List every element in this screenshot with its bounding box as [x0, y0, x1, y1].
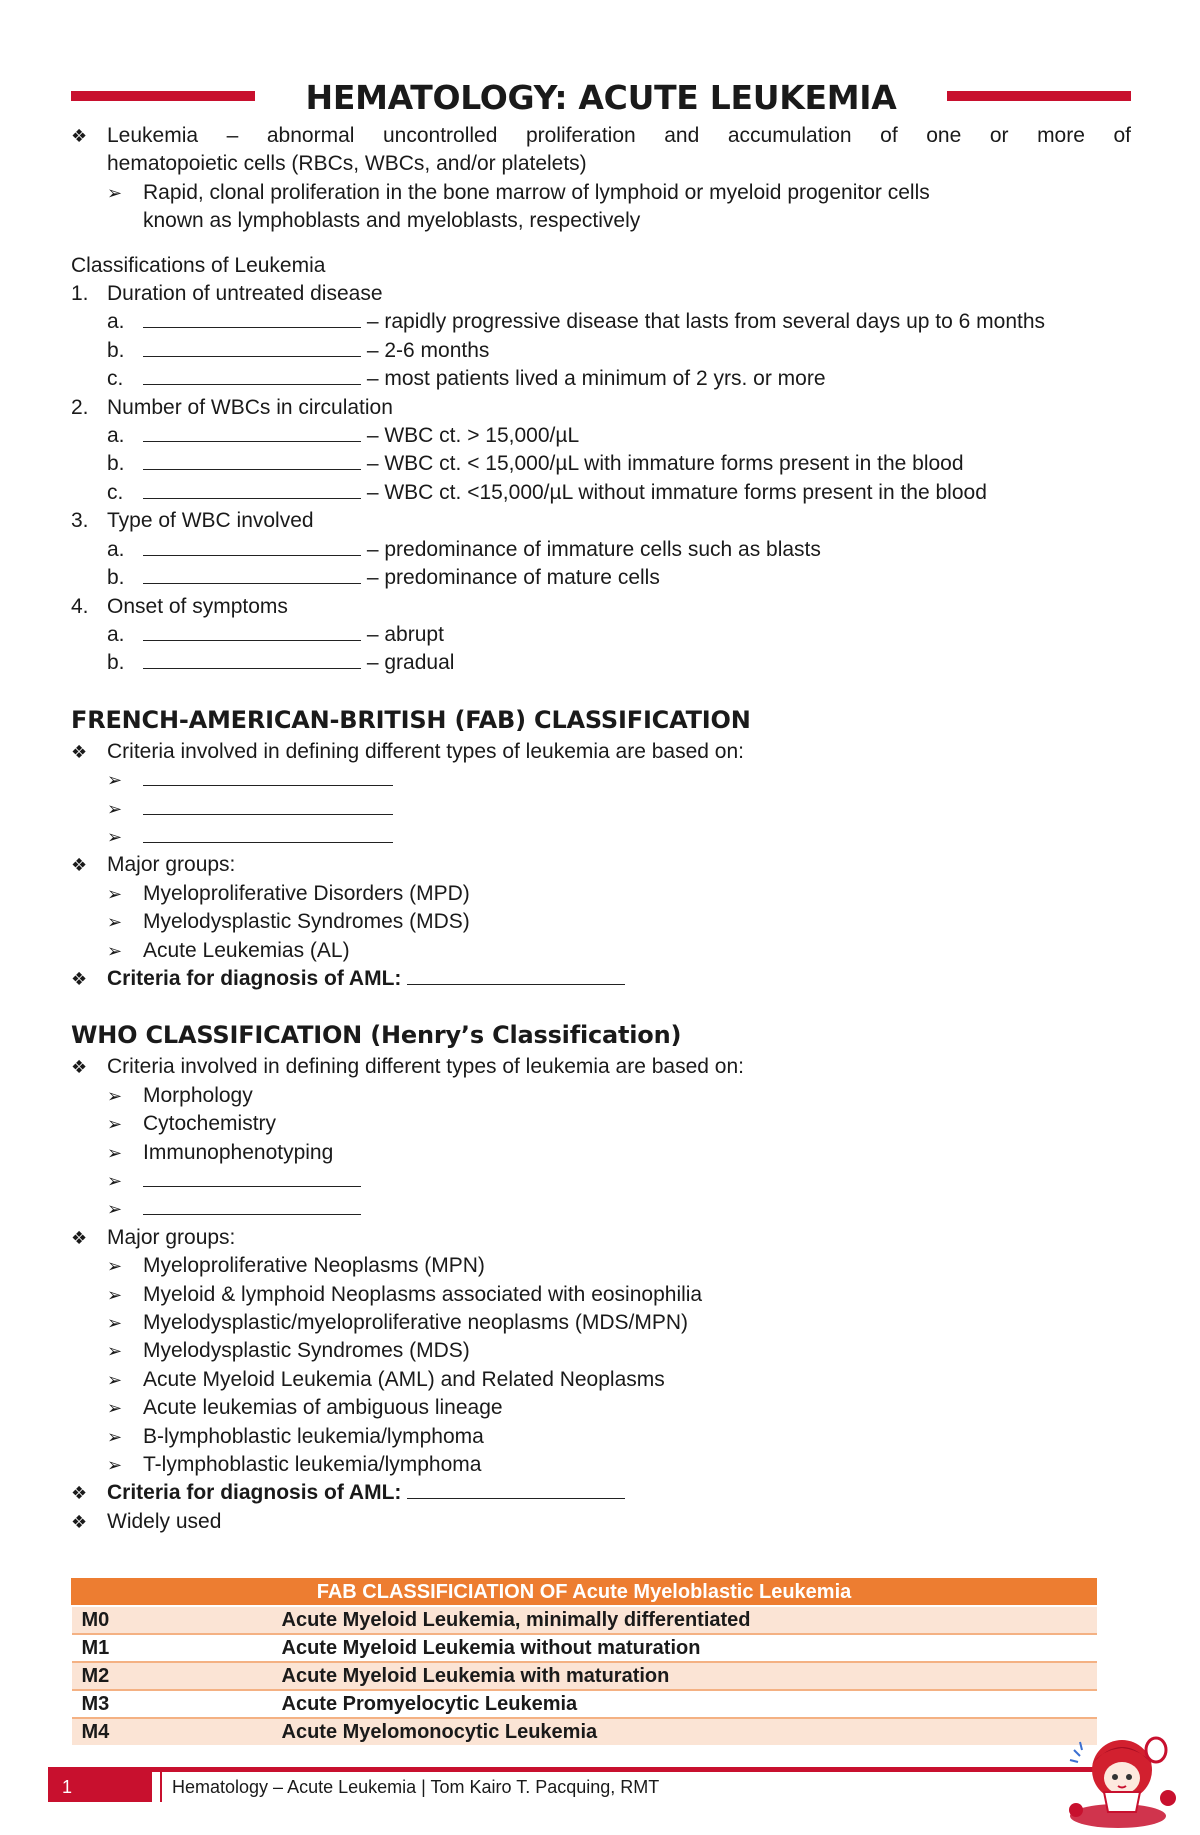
- arrow-bullet-icon: ➢: [107, 1284, 123, 1305]
- who-group: ➢ Myeloid & lymphoid Neoplasms associated with eosinophilia: [71, 1281, 1131, 1309]
- page-number: 1: [48, 1772, 152, 1802]
- who-aml: ❖ Criteria for diagnosis of AML:: [71, 1479, 1131, 1507]
- class-item: b. – 2-6 months: [107, 338, 490, 362]
- class-item: a. – predominance of immature cells such as blasts: [107, 537, 821, 561]
- fab-heading: FRENCH-AMERICAN-BRITISH (FAB) CLASSIFICATION: [71, 705, 751, 734]
- arrow-bullet-icon: ➢: [107, 1455, 123, 1476]
- content: [71, 122, 1131, 1536]
- footer-text: Hematology – Acute Leukemia | Tom Kairo T. Pacquing, RMT: [160, 1772, 659, 1802]
- intro-sub-cont: known as lymphoblasts and myeloblasts, respectively: [143, 209, 641, 233]
- table-row: [72, 1662, 1097, 1690]
- table-cell-desc: Acute Myelomonocytic Leukemia: [272, 1718, 1097, 1745]
- diamond-bullet-icon: ❖: [71, 1057, 88, 1078]
- fill-in-blank[interactable]: [143, 423, 361, 442]
- who-heading: WHO CLASSIFICATION (Henry’s Classification): [71, 1021, 682, 1050]
- class-item: b. – WBC ct. < 15,000/µL with immature forms present in the blood: [107, 452, 964, 476]
- fill-in-blank[interactable]: [143, 650, 361, 669]
- table-cell-desc: Acute Myeloid Leukemia with maturation: [272, 1662, 1097, 1690]
- arrow-bullet-icon: ➢: [107, 1199, 123, 1220]
- diamond-bullet-icon: ❖: [71, 126, 88, 146]
- fill-in-blank[interactable]: [143, 366, 361, 385]
- who-basis-blank: [71, 1195, 1131, 1223]
- title-row: [71, 78, 1131, 122]
- fab-criteria-blank: [71, 766, 1131, 794]
- page-footer: [48, 1767, 1098, 1807]
- arrow-bullet-icon: ➢: [107, 182, 123, 203]
- diamond-bullet-icon: ❖: [71, 968, 88, 989]
- fill-in-blank[interactable]: [143, 480, 361, 499]
- fill-in-blank[interactable]: [143, 565, 361, 584]
- fill-in-blank[interactable]: [143, 622, 361, 641]
- class-group-2: 2. Number of WBCs in circulation: [71, 395, 393, 419]
- class-item: b. – predominance of mature cells: [107, 566, 660, 590]
- class-item: a. – WBC ct. > 15,000/µL: [107, 424, 580, 448]
- table-cell-code: M3: [72, 1690, 272, 1718]
- table-header-row: [72, 1579, 1097, 1607]
- fab-criteria: ❖ Criteria involved in defining different types of leukemia are based on:: [71, 738, 1131, 766]
- class-group-3: 3. Type of WBC involved: [71, 509, 314, 533]
- table-cell-code: M1: [72, 1634, 272, 1662]
- diamond-bullet-icon: ❖: [71, 741, 88, 762]
- fab-major: ❖ Major groups:: [71, 851, 1131, 879]
- diamond-bullet-icon: ❖: [71, 1511, 88, 1532]
- arrow-bullet-icon: ➢: [107, 770, 123, 791]
- arrow-bullet-icon: ➢: [107, 912, 123, 933]
- table-cell-code: M4: [72, 1718, 272, 1745]
- arrow-bullet-icon: ➢: [107, 1171, 123, 1191]
- intro-definition: ❖ Leukemia – abnormal uncontrolled proliferation and accumulation of one or more of: [71, 122, 1131, 150]
- who-group: ➢ T-lymphoblastic leukemia/lymphoma: [71, 1451, 1131, 1479]
- arrow-bullet-icon: ➢: [107, 1256, 123, 1277]
- table-cell-desc: Acute Myeloid Leukemia without maturation: [272, 1634, 1097, 1662]
- who-group: ➢ Acute leukemias of ambiguous lineage: [71, 1394, 1131, 1422]
- class-item: a. – rapidly progressive disease that lasts from several days up to 6 months: [107, 310, 1046, 334]
- arrow-bullet-icon: ➢: [107, 1114, 123, 1135]
- who-basis: ➢ Morphology: [71, 1082, 1131, 1110]
- title-rule-right: [947, 91, 1131, 101]
- who-group: ➢ Myeloproliferative Neoplasms (MPN): [71, 1252, 1131, 1280]
- fill-in-blank[interactable]: [143, 824, 393, 843]
- arrow-bullet-icon: ➢: [107, 826, 123, 847]
- fill-in-blank[interactable]: [407, 1480, 625, 1499]
- fill-in-blank[interactable]: [143, 1168, 361, 1187]
- fill-in-blank[interactable]: [143, 1196, 361, 1215]
- who-group: ➢ B-lymphoblastic leukemia/lymphoma: [71, 1423, 1131, 1451]
- arrow-bullet-icon: ➢: [107, 1398, 123, 1419]
- who-group: ➢ Myelodysplastic Syndromes (MDS): [71, 1337, 1131, 1365]
- table-cell-code: M0: [72, 1606, 272, 1634]
- who-criteria: ❖ Criteria involved in defining different types of leukemia are based on:: [71, 1053, 1131, 1081]
- intro-sub: ➢ Rapid, clonal proliferation in the bone marrow of lymphoid or myeloid progenitor cells: [71, 179, 1131, 207]
- table-cell-desc: Acute Myeloid Leukemia, minimally differentiated: [272, 1606, 1097, 1634]
- title-rule-left: [71, 91, 255, 101]
- fill-in-blank[interactable]: [143, 451, 361, 470]
- fab-criteria-blank: [71, 795, 1131, 823]
- diamond-bullet-icon: ❖: [71, 1227, 88, 1248]
- who-basis: ➢ Immunophenotyping: [71, 1139, 1131, 1167]
- fill-in-blank[interactable]: [407, 966, 625, 985]
- who-widely: ❖ Widely used: [71, 1508, 1131, 1536]
- fill-in-blank[interactable]: [143, 796, 393, 815]
- arrow-bullet-icon: ➢: [107, 1085, 123, 1106]
- table-row: [72, 1634, 1097, 1662]
- fab-group: ➢ Myeloproliferative Disorders (MPD): [71, 880, 1131, 908]
- table-header: FAB CLASSIFICIATION OF Acute Myeloblastic Leukemia: [72, 1579, 1097, 1607]
- who-basis-blank: [71, 1167, 1131, 1195]
- arrow-bullet-icon: ➢: [107, 1426, 123, 1447]
- arrow-bullet-icon: ➢: [107, 1369, 123, 1390]
- arrow-bullet-icon: ➢: [107, 940, 123, 961]
- fill-in-blank[interactable]: [143, 338, 361, 357]
- arrow-bullet-icon: ➢: [107, 798, 123, 819]
- fab-aml-table: [71, 1578, 1097, 1745]
- arrow-bullet-icon: ➢: [107, 1341, 123, 1362]
- who-major: ❖ Major groups:: [71, 1224, 1131, 1252]
- class-group-1: 1. Duration of untreated disease: [71, 282, 383, 306]
- class-item: c. – WBC ct. <15,000/µL without immature forms present in the blood: [107, 480, 987, 504]
- fill-in-blank[interactable]: [143, 309, 361, 328]
- class-group-4: 4. Onset of symptoms: [71, 594, 288, 618]
- fab-criteria-blank: [71, 823, 1131, 851]
- fill-in-blank[interactable]: [143, 537, 361, 556]
- mascot-illustration-icon: [1056, 1720, 1184, 1832]
- classifications-heading: Classifications of Leukemia: [71, 253, 326, 277]
- diamond-bullet-icon: ❖: [71, 1483, 88, 1504]
- class-item: a. – abrupt: [107, 622, 444, 646]
- table-row: [72, 1606, 1097, 1634]
- fab-aml: ❖ Criteria for diagnosis of AML:: [71, 965, 1131, 993]
- class-item: b. – gradual: [107, 651, 455, 675]
- who-group: ➢ Myelodysplastic/myeloproliferative neoplasms (MDS/MPN): [71, 1309, 1131, 1337]
- who-group: ➢ Acute Myeloid Leukemia (AML) and Related Neoplasms: [71, 1366, 1131, 1394]
- table-cell-desc: Acute Promyelocytic Leukemia: [272, 1690, 1097, 1718]
- arrow-bullet-icon: ➢: [107, 1142, 123, 1163]
- table-cell-code: M2: [72, 1662, 272, 1690]
- table-row: [72, 1718, 1097, 1745]
- page-title: HEMATOLOGY: ACUTE LEUKEMIA: [305, 78, 897, 117]
- class-item: c. – most patients lived a minimum of 2 yrs. or more: [107, 367, 826, 391]
- arrow-bullet-icon: ➢: [107, 883, 123, 904]
- intro-definition-cont: hematopoietic cells (RBCs, WBCs, and/or platelets): [107, 152, 587, 176]
- fill-in-blank[interactable]: [143, 767, 393, 786]
- arrow-bullet-icon: ➢: [107, 1313, 123, 1334]
- fab-group: ➢ Myelodysplastic Syndromes (MDS): [71, 908, 1131, 936]
- diamond-bullet-icon: ❖: [71, 855, 88, 876]
- who-basis: ➢ Cytochemistry: [71, 1110, 1131, 1138]
- fab-group: ➢ Acute Leukemias (AL): [71, 937, 1131, 965]
- table-row: [72, 1690, 1097, 1718]
